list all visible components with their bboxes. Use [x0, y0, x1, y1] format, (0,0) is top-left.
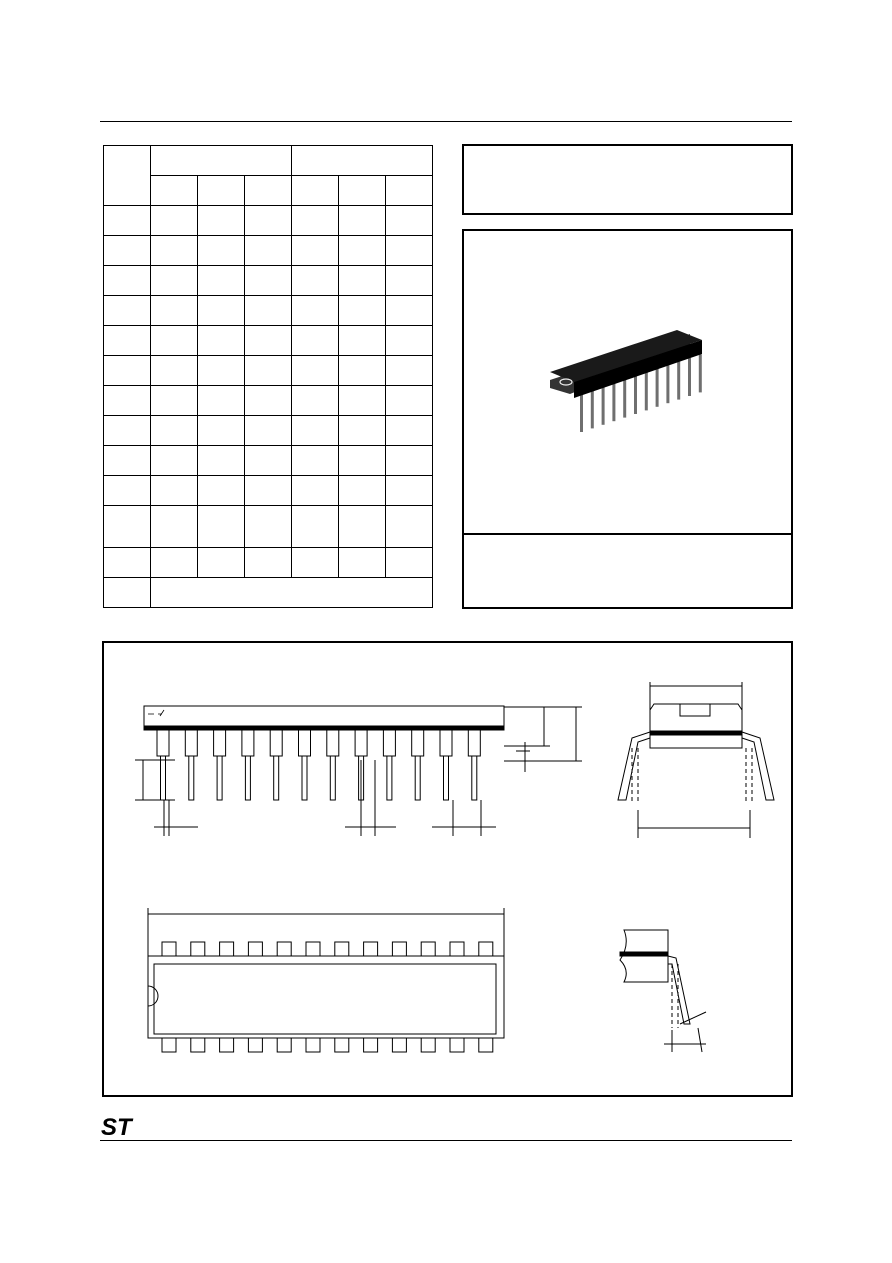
row-value-cell [245, 356, 292, 386]
side-pin-shoulder [214, 730, 226, 756]
row-value-cell [386, 356, 433, 386]
side-pin-lead [161, 756, 166, 800]
photo-pin [634, 376, 637, 414]
row-value-cell [339, 506, 386, 548]
row-symbol-cell [104, 266, 151, 296]
row-value-cell [292, 266, 339, 296]
subheader-cell [292, 176, 339, 206]
row-value-cell [339, 326, 386, 356]
top-pin-lower [191, 1038, 205, 1052]
row-value-cell [151, 326, 198, 356]
package-title-box [462, 144, 793, 215]
detail-lead [668, 956, 690, 1024]
row-value-cell [292, 548, 339, 578]
row-value-cell [386, 206, 433, 236]
table-row [104, 206, 433, 236]
row-symbol-cell [104, 206, 151, 236]
side-pin-lead [472, 756, 477, 800]
side-pin-shoulder [299, 730, 311, 756]
row-value-cell [339, 548, 386, 578]
top-pin-upper [479, 942, 493, 956]
header-group-1 [151, 146, 292, 176]
top-pin-lower [248, 1038, 262, 1052]
top-pin-upper [162, 942, 176, 956]
row-value-cell [292, 446, 339, 476]
table-row [104, 446, 433, 476]
footer-symbol-cell [104, 578, 151, 608]
bottom-rule [100, 1140, 792, 1141]
row-value-cell [386, 476, 433, 506]
end-lead-left [618, 732, 650, 800]
row-value-cell [151, 266, 198, 296]
end-lead-right [742, 732, 774, 800]
photo-pin [623, 380, 626, 418]
side-pin-shoulder [270, 730, 282, 756]
side-pin-lead [217, 756, 222, 800]
row-value-cell [339, 206, 386, 236]
row-value-cell [245, 206, 292, 236]
row-value-cell [339, 446, 386, 476]
side-pin-lead [387, 756, 392, 800]
row-value-cell [245, 416, 292, 446]
side-pin-shoulder [440, 730, 452, 756]
row-value-cell [245, 386, 292, 416]
row-symbol-cell [104, 326, 151, 356]
row-value-cell [198, 476, 245, 506]
side-pin-shoulder [157, 730, 169, 756]
row-value-cell [198, 548, 245, 578]
row-value-cell [151, 296, 198, 326]
row-value-cell [151, 548, 198, 578]
row-value-cell [198, 326, 245, 356]
row-value-cell [245, 506, 292, 548]
row-value-cell [198, 386, 245, 416]
end-view-drawing [610, 680, 780, 840]
photo-pin [677, 362, 680, 400]
table-row [104, 506, 433, 548]
row-value-cell [339, 236, 386, 266]
row-value-cell [292, 386, 339, 416]
row-value-cell [151, 356, 198, 386]
detail-body-seam [620, 952, 668, 956]
top-pin-upper [335, 942, 349, 956]
row-value-cell [386, 236, 433, 266]
row-value-cell [339, 386, 386, 416]
subheader-cell [245, 176, 292, 206]
row-value-cell [292, 236, 339, 266]
row-symbol-cell [104, 356, 151, 386]
side-pin-lead [330, 756, 335, 800]
row-value-cell [339, 296, 386, 326]
photo-pin [602, 387, 605, 425]
row-value-cell [151, 386, 198, 416]
table-row [104, 548, 433, 578]
top-pin-lower [277, 1038, 291, 1052]
row-value-cell [386, 548, 433, 578]
row-value-cell [245, 476, 292, 506]
photo-divider [464, 533, 791, 535]
dip-package-photo [540, 318, 720, 438]
row-value-cell [386, 386, 433, 416]
row-value-cell [292, 476, 339, 506]
side-pin-shoulder [185, 730, 197, 756]
side-body-seam [144, 726, 504, 730]
top-pin-lower [450, 1038, 464, 1052]
row-value-cell [386, 506, 433, 548]
row-value-cell [245, 236, 292, 266]
row-value-cell [151, 206, 198, 236]
row-value-cell [245, 296, 292, 326]
footer-note-cell [151, 578, 433, 608]
dimension-table [103, 145, 433, 608]
top-pin-lower [306, 1038, 320, 1052]
row-symbol-cell [104, 386, 151, 416]
top-pin-upper [421, 942, 435, 956]
top-body-outline [148, 956, 504, 1038]
table-row [104, 296, 433, 326]
row-value-cell [386, 296, 433, 326]
subheader-cell [339, 176, 386, 206]
row-symbol-cell [104, 548, 151, 578]
row-value-cell [151, 476, 198, 506]
subheader-cell [198, 176, 245, 206]
side-pin-shoulder [412, 730, 424, 756]
row-symbol-cell [104, 476, 151, 506]
row-value-cell [151, 236, 198, 266]
st-logo-text: ST [101, 1114, 132, 1141]
side-view-drawing [130, 700, 590, 840]
table-row [104, 386, 433, 416]
side-pin-shoulder [355, 730, 367, 756]
top-pin-upper [450, 942, 464, 956]
photo-pin [666, 365, 669, 403]
top-view-drawing [140, 900, 520, 1070]
row-value-cell [292, 356, 339, 386]
top-pin-upper [306, 942, 320, 956]
table-row [104, 236, 433, 266]
photo-pin [699, 354, 702, 392]
row-value-cell [198, 266, 245, 296]
top-pin-lower [421, 1038, 435, 1052]
row-value-cell [198, 356, 245, 386]
photo-pin [645, 372, 648, 410]
row-value-cell [292, 416, 339, 446]
dimension-table-body [104, 206, 433, 578]
dim-eb2-ext-right [698, 1028, 702, 1052]
row-value-cell [151, 506, 198, 548]
side-pin-lead [415, 756, 420, 800]
row-value-cell [386, 326, 433, 356]
top-pin-upper [220, 942, 234, 956]
top-pin-lower [335, 1038, 349, 1052]
row-value-cell [386, 446, 433, 476]
header-corner-cell [104, 146, 151, 206]
table-row [104, 326, 433, 356]
row-value-cell [245, 548, 292, 578]
side-pin-shoulder [468, 730, 480, 756]
side-body-outline [144, 706, 504, 728]
row-value-cell [198, 296, 245, 326]
header-group-2 [292, 146, 433, 176]
row-value-cell [198, 416, 245, 446]
side-pin-shoulder [242, 730, 254, 756]
table-row [104, 266, 433, 296]
dim-c-line [680, 1012, 706, 1024]
lead-detail-drawing [610, 920, 720, 1060]
photo-pin [591, 390, 594, 428]
row-value-cell [245, 266, 292, 296]
row-value-cell [198, 236, 245, 266]
subheader-cell [151, 176, 198, 206]
subheader-cell [386, 176, 433, 206]
row-value-cell [151, 416, 198, 446]
top-pin-upper [248, 942, 262, 956]
row-value-cell [151, 446, 198, 476]
row-value-cell [198, 206, 245, 236]
row-value-cell [292, 506, 339, 548]
photo-pin [656, 369, 659, 407]
top-pin-upper [277, 942, 291, 956]
row-symbol-cell [104, 296, 151, 326]
row-value-cell [339, 476, 386, 506]
row-symbol-cell [104, 416, 151, 446]
photo-pin [688, 358, 691, 396]
row-value-cell [245, 326, 292, 356]
top-pin-upper [191, 942, 205, 956]
table-row [104, 356, 433, 386]
top-pin-lower [392, 1038, 406, 1052]
row-symbol-cell [104, 446, 151, 476]
top-pin-upper [364, 942, 378, 956]
photo-pin [612, 383, 615, 421]
side-pin-lead [302, 756, 307, 800]
row-value-cell [339, 266, 386, 296]
row-value-cell [339, 416, 386, 446]
top-pin-upper [392, 942, 406, 956]
top-pin-lower [479, 1038, 493, 1052]
side-pin-lead [189, 756, 194, 800]
top-pin-lower [364, 1038, 378, 1052]
side-pin-lead [444, 756, 449, 800]
side-pin-lead [245, 756, 250, 800]
row-value-cell [339, 356, 386, 386]
row-value-cell [292, 206, 339, 236]
table-row [104, 416, 433, 446]
top-pin-lower [162, 1038, 176, 1052]
row-value-cell [386, 266, 433, 296]
table-row [104, 476, 433, 506]
side-pin-shoulder [383, 730, 395, 756]
row-value-cell [292, 326, 339, 356]
row-value-cell [198, 446, 245, 476]
st-logo [100, 1114, 136, 1141]
end-body-outline [650, 704, 742, 748]
row-symbol-cell [104, 236, 151, 266]
top-rule [100, 121, 792, 122]
photo-pin [580, 394, 583, 432]
end-body-seam [650, 731, 742, 735]
side-pin-lead [274, 756, 279, 800]
row-value-cell [292, 296, 339, 326]
side-pin-shoulder [327, 730, 339, 756]
row-value-cell [386, 416, 433, 446]
row-value-cell [245, 446, 292, 476]
row-symbol-cell [104, 506, 151, 548]
row-value-cell [198, 506, 245, 548]
top-pin-lower [220, 1038, 234, 1052]
